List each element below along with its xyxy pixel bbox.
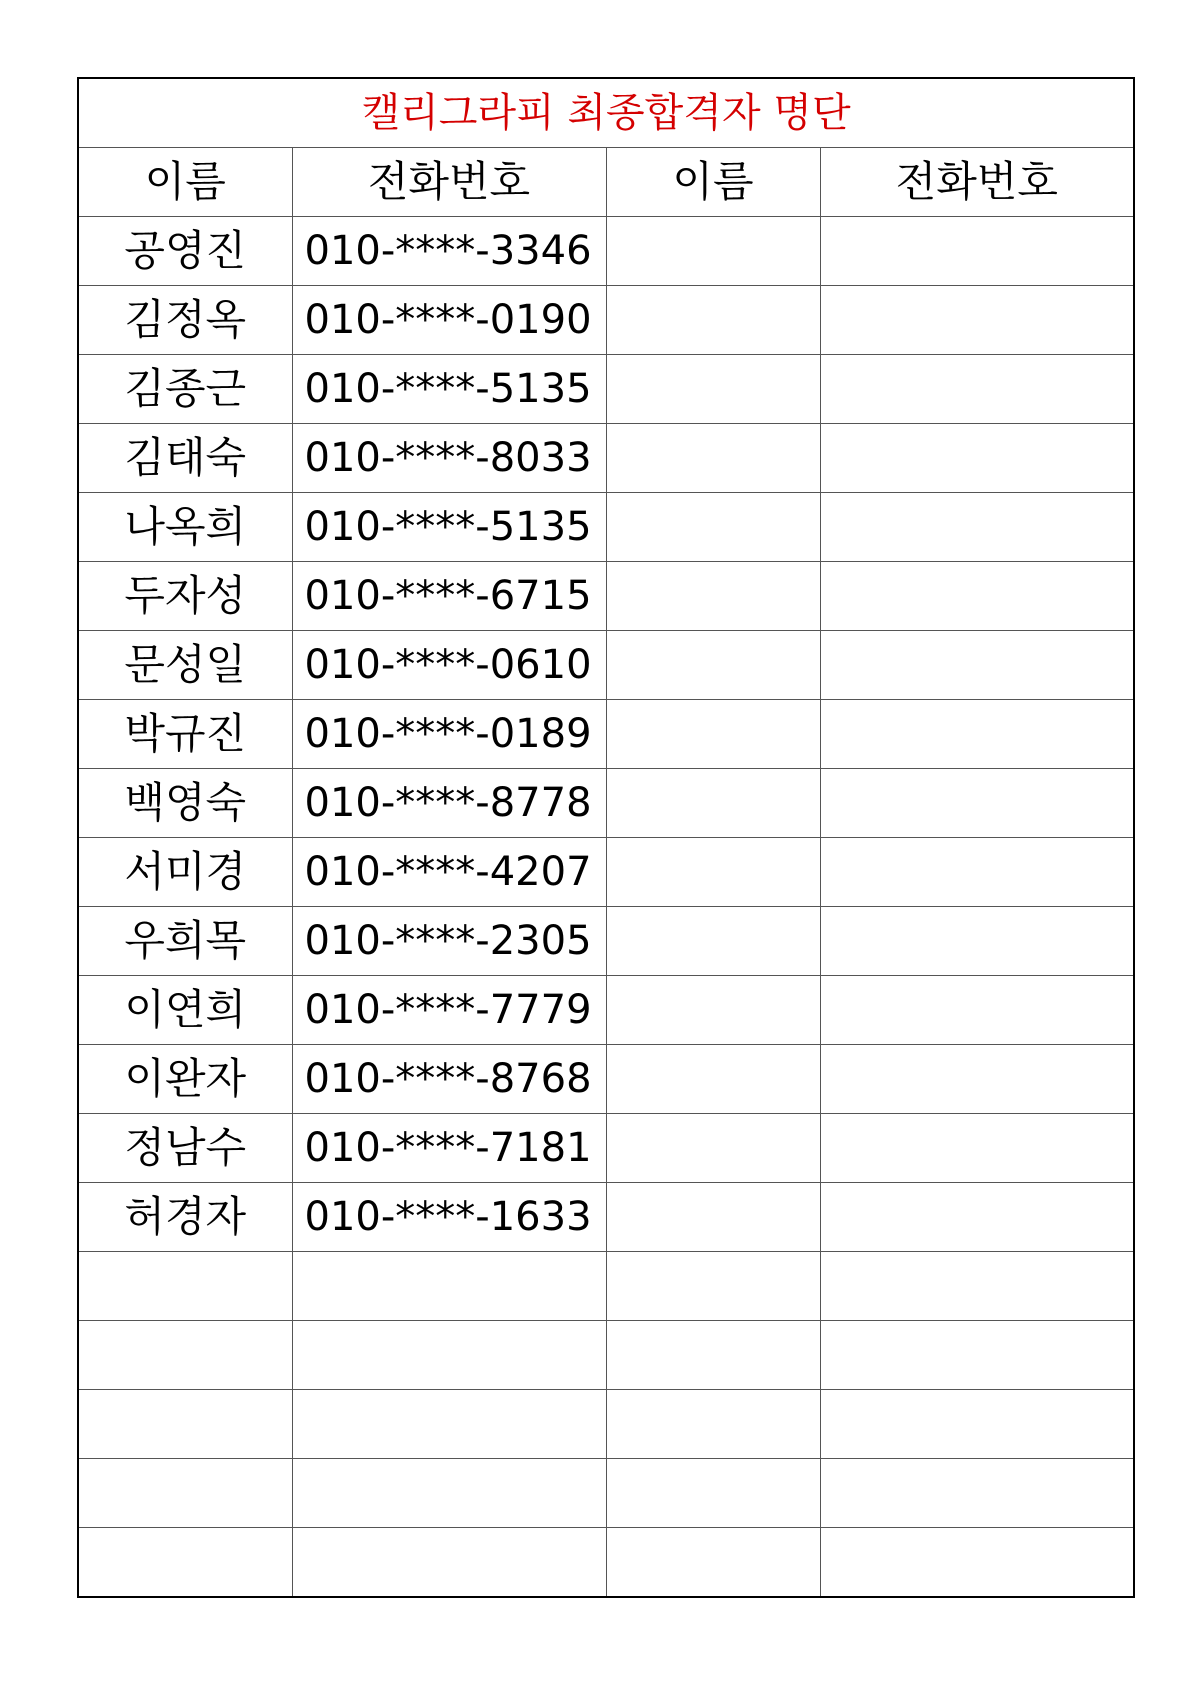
title-row [78, 78, 1134, 148]
header-row [78, 148, 1134, 217]
name-cell: 서미경 [78, 838, 292, 907]
phone-cell: 010-****-0189 [292, 700, 606, 769]
passer-list-table [77, 77, 1135, 1598]
name-cell-empty [606, 976, 820, 1045]
phone-cell-empty [820, 700, 1134, 769]
name-cell-empty [606, 769, 820, 838]
empty-cell [820, 1459, 1134, 1528]
table-row [78, 286, 1134, 355]
phone-cell-empty [820, 562, 1134, 631]
column-header-phone-right: 전화번호 [820, 148, 1134, 217]
column-header-phone-left: 전화번호 [292, 148, 606, 217]
name-cell-empty [606, 700, 820, 769]
empty-cell [292, 1390, 606, 1459]
name-cell: 나옥희 [78, 493, 292, 562]
empty-cell [606, 1459, 820, 1528]
table-row [78, 493, 1134, 562]
phone-cell: 010-****-4207 [292, 838, 606, 907]
empty-cell [606, 1528, 820, 1598]
name-cell-empty [606, 907, 820, 976]
name-cell: 두자성 [78, 562, 292, 631]
phone-cell: 010-****-0190 [292, 286, 606, 355]
phone-cell-empty [820, 493, 1134, 562]
name-cell: 백영숙 [78, 769, 292, 838]
name-cell: 허경자 [78, 1183, 292, 1252]
table-row [78, 217, 1134, 286]
empty-row [78, 1390, 1134, 1459]
phone-cell: 010-****-3346 [292, 217, 606, 286]
table-row [78, 1045, 1134, 1114]
column-header-name-right: 이름 [606, 148, 820, 217]
phone-cell-empty [820, 286, 1134, 355]
phone-cell: 010-****-6715 [292, 562, 606, 631]
empty-cell [78, 1321, 292, 1390]
phone-cell-empty [820, 1114, 1134, 1183]
phone-cell: 010-****-2305 [292, 907, 606, 976]
name-cell-empty [606, 493, 820, 562]
phone-cell-empty [820, 355, 1134, 424]
name-cell: 공영진 [78, 217, 292, 286]
name-cell-empty [606, 1114, 820, 1183]
name-cell: 우희목 [78, 907, 292, 976]
empty-cell [292, 1321, 606, 1390]
empty-cell [820, 1528, 1134, 1598]
table-row [78, 631, 1134, 700]
table-row [78, 355, 1134, 424]
table-row [78, 424, 1134, 493]
page-title: 캘리그라피 최종합격자 명단 [78, 78, 1134, 148]
phone-cell-empty [820, 1183, 1134, 1252]
phone-cell: 010-****-5135 [292, 355, 606, 424]
empty-cell [78, 1390, 292, 1459]
name-cell: 이완자 [78, 1045, 292, 1114]
phone-cell: 010-****-8778 [292, 769, 606, 838]
empty-cell [606, 1252, 820, 1321]
name-cell-empty [606, 631, 820, 700]
phone-cell: 010-****-5135 [292, 493, 606, 562]
column-header-name-left: 이름 [78, 148, 292, 217]
table-row [78, 838, 1134, 907]
empty-cell [820, 1390, 1134, 1459]
table-row [78, 976, 1134, 1045]
empty-row [78, 1459, 1134, 1528]
empty-cell [820, 1321, 1134, 1390]
name-cell: 문성일 [78, 631, 292, 700]
table-row [78, 907, 1134, 976]
empty-row [78, 1528, 1134, 1598]
empty-cell [292, 1459, 606, 1528]
empty-cell [292, 1252, 606, 1321]
empty-cell [78, 1252, 292, 1321]
phone-cell-empty [820, 424, 1134, 493]
empty-cell [78, 1459, 292, 1528]
name-cell-empty [606, 1183, 820, 1252]
name-cell-empty [606, 424, 820, 493]
table-row [78, 1183, 1134, 1252]
table-row [78, 562, 1134, 631]
phone-cell-empty [820, 838, 1134, 907]
empty-cell [820, 1252, 1134, 1321]
name-cell-empty [606, 562, 820, 631]
empty-row [78, 1321, 1134, 1390]
name-cell: 이연희 [78, 976, 292, 1045]
name-cell: 김태숙 [78, 424, 292, 493]
empty-cell [606, 1390, 820, 1459]
phone-cell-empty [820, 907, 1134, 976]
phone-cell: 010-****-0610 [292, 631, 606, 700]
name-cell: 박규진 [78, 700, 292, 769]
name-cell: 김종근 [78, 355, 292, 424]
phone-cell-empty [820, 769, 1134, 838]
phone-cell-empty [820, 976, 1134, 1045]
phone-cell: 010-****-8033 [292, 424, 606, 493]
phone-cell-empty [820, 631, 1134, 700]
table-row [78, 769, 1134, 838]
phone-cell-empty [820, 1045, 1134, 1114]
phone-cell: 010-****-1633 [292, 1183, 606, 1252]
table-body [78, 217, 1134, 1598]
name-cell-empty [606, 838, 820, 907]
table-row [78, 700, 1134, 769]
empty-row [78, 1252, 1134, 1321]
phone-cell-empty [820, 217, 1134, 286]
name-cell-empty [606, 1045, 820, 1114]
empty-cell [292, 1528, 606, 1598]
empty-cell [606, 1321, 820, 1390]
name-cell-empty [606, 217, 820, 286]
phone-cell: 010-****-7779 [292, 976, 606, 1045]
name-cell: 김정옥 [78, 286, 292, 355]
name-cell: 정남수 [78, 1114, 292, 1183]
empty-cell [78, 1528, 292, 1598]
phone-cell: 010-****-7181 [292, 1114, 606, 1183]
name-cell-empty [606, 355, 820, 424]
table-row [78, 1114, 1134, 1183]
phone-cell: 010-****-8768 [292, 1045, 606, 1114]
name-cell-empty [606, 286, 820, 355]
